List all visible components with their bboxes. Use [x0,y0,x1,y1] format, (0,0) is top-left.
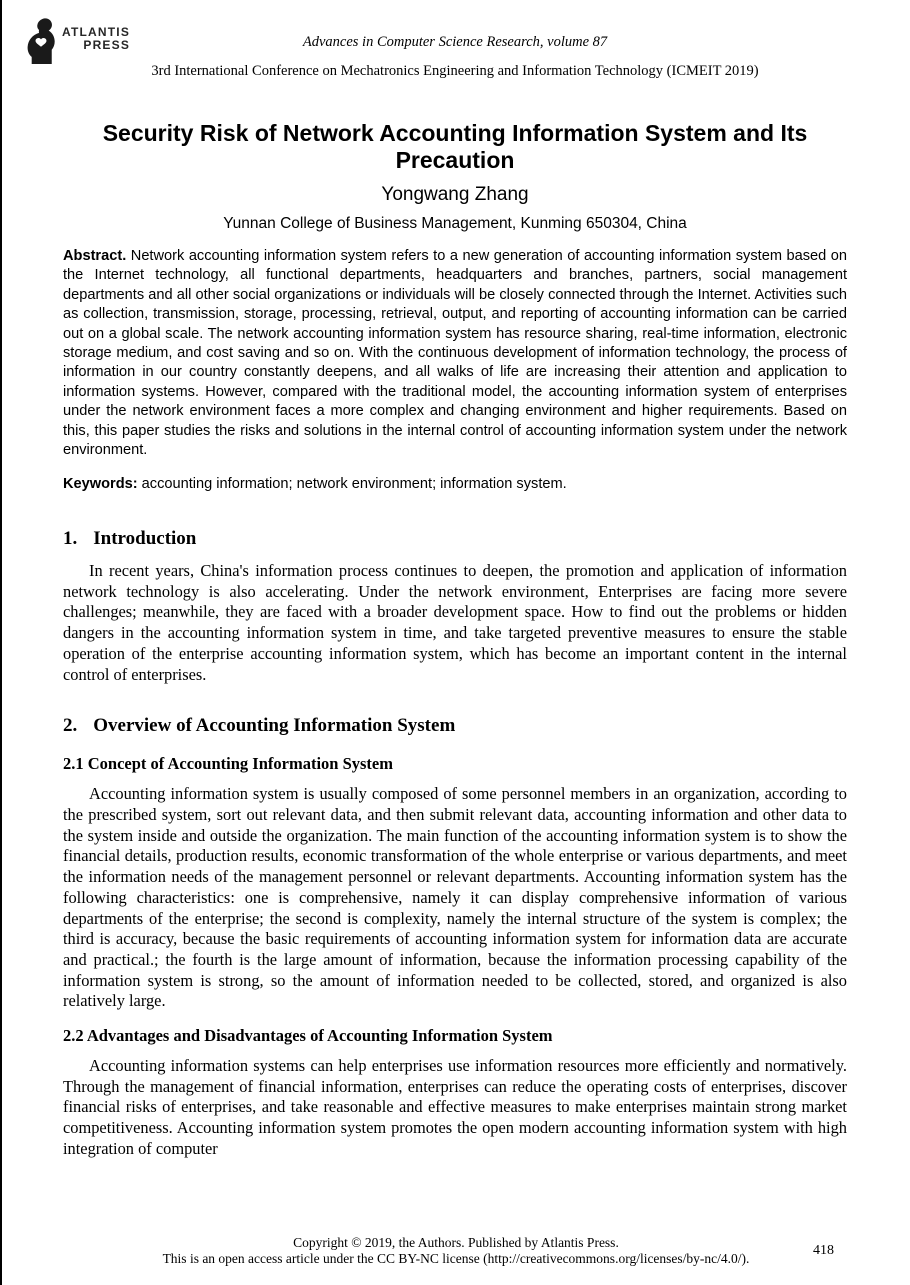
paper-title: Security Risk of Network Accounting Information System and Its Precaution [102,120,808,173]
conference-line: 3rd International Conference on Mechatronics Engineering and Information Technology (ICMEIT 2019) [151,63,759,79]
abstract-label: Abstract. [63,248,127,264]
subsection-2-2-paragraph: Accounting information systems can help enterprises use information resources more efficiently and normatively. Through the management of financial information, enterprises can reduce the operating costs of enterprises, discover financial risks of enterprises, and take reasonable and effective measures to make enterprises maintain strong market competitiveness. Accounting information system promotes the open modern accounting information system with high integration of computer [63,1056,847,1158]
subsection-2-1-paragraph: Accounting information system is usually composed of some personnel members in an organization, according to the prescribed system, sort out relevant data, and then submit relevant data, accounting information and other data to the system inside and outside the organization. The main function of the accounting information system is to show the financial details, production results, economic transformation of the whole enterprise or various departments, and meet the information needs of the management personnel or relevant departments. Accounting information system has the following characteristics: one is comprehensive, namely it can display comprehensive information of various departments of the enterprise; the second is complexity, namely the internal structure of the system is complex; the third is accuracy, because the basic requirements of accounting information system for information data are accurate and practical.; the fourth is the large amount of information, because the information processing capability of the information system is strong, so the amount of information needed to be collected, stored, and organized is also relatively large. [63,784,847,1011]
abstract-paragraph [63,247,847,460]
section-title: Overview of Accounting Information System [93,715,456,737]
section-heading-introduction [63,528,847,550]
journal-volume-line: Advances in Computer Science Research, volume 87 [302,34,608,50]
logo-wordmark [62,26,130,52]
footer [2,1235,910,1266]
keywords-label: Keywords: [63,476,138,493]
section-number: 2. [63,715,78,737]
keywords-line [63,475,847,494]
section-title: Introduction [93,528,197,550]
section-heading-overview [63,715,847,737]
author-affiliation: Yunnan College of Business Management, Kunming 650304, China [223,215,687,232]
subsection-heading-2-1: 2.1 Concept of Accounting Information System [63,754,393,774]
atlantis-press-logo [24,18,130,64]
footer-copyright: Copyright © 2019, the Authors. Published by Atlantis Press. [293,1235,619,1250]
logo-line-atlantis: ATLANTIS [62,25,131,39]
section-number: 1. [63,528,78,550]
logo-line-press: PRESS [83,38,131,52]
page-number: 418 [813,1243,834,1258]
introduction-paragraph: In recent years, China's information process continues to deepen, the promotion and application of information network technology is also accelerating. Under the network environment, Enterprises are facing more severe challenges; meanwhile, they are faced with a broader development space. How to find out the problems or hidden dangers in the accounting information system in time, and take targeted preventive measures to ensure the stable operation of the enterprise accounting information system, which has become an important content in the internal control of enterprises. [63,561,847,684]
author-name: Yongwang Zhang [381,184,529,205]
footer-license: This is an open access article under the CC BY-NC license (http://creativecommons.org/licenses/by-nc/4.0/). [162,1250,750,1266]
thinker-icon [24,18,58,64]
abstract-text: Network accounting information system refers to a new generation of accounting information system based on the Internet technology, all functional departments, headquarters and branches, partners, social management departments and all other social organizations or individuals will be closely connected through the Internet. Activities such as collection, transmission, storage, processing, retrieval, output, and reporting of accounting information can be carried out on a global scale. The network accounting information system has resource sharing, real-time information, electronic storage medium, and cost saving and so on. With the continuous development of information technology, the process of information in our country constantly deepens, and all walks of life are increasing their attention and application to information systems. However, compared with the traditional model, the accounting information system of enterprises under the network environment faces a more complex and changing environment and higher requirements. Based on this, this paper studies the risks and solutions in the internal control of accounting information system under the network environment. [63,248,847,459]
keywords-text: accounting information; network environment; information system. [137,476,567,493]
subsection-heading-2-2: 2.2 Advantages and Disadvantages of Accounting Information System [63,1026,553,1046]
